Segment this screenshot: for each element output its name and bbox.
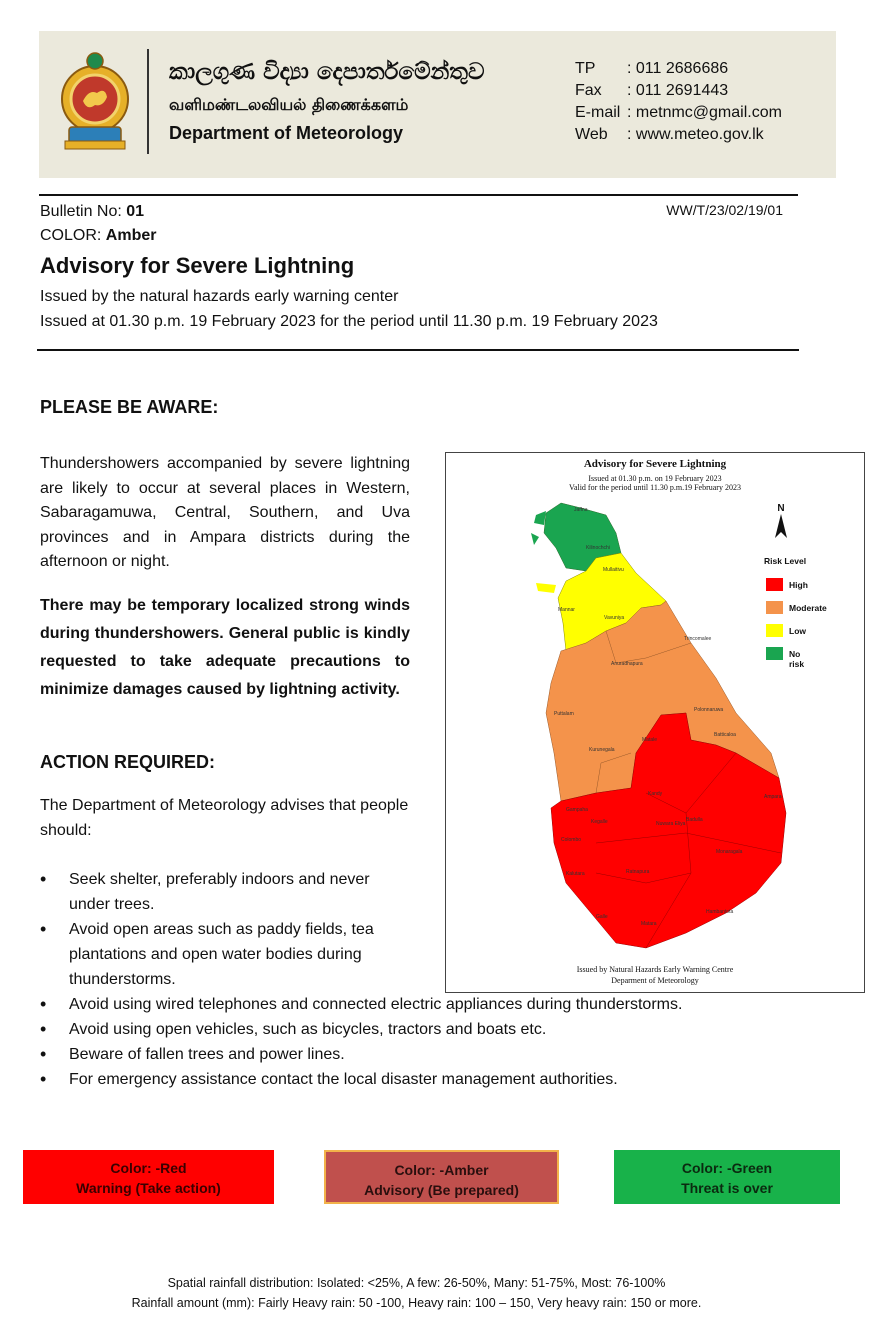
top-rule <box>39 194 798 196</box>
bottom-rule <box>37 349 799 351</box>
org-name-sinhala: කාලගුණ විද්‍යා දෙපාර්තමේන්තුව <box>169 59 485 85</box>
legend-item-low: Low <box>764 624 806 647</box>
advisory-title: Advisory for Severe Lightning <box>40 253 355 278</box>
contact-tp: TP : 011 2686686 <box>575 60 729 77</box>
district-label: Matara <box>641 921 657 927</box>
legend-swatch <box>766 601 783 614</box>
wind-warning-paragraph: There may be temporary localized strong winds during thundershowers. General public is kindly requested to take adequate precautions to minimize damages caused by lightning activity. <box>40 597 410 698</box>
north-arrow-icon <box>771 514 791 540</box>
map-valid: Valid for the period until 11.30 p.m.19 February 2023 <box>569 483 741 492</box>
map-footer-1: Issued by Natural Hazards Early Warning Centre <box>576 965 734 974</box>
list-item: • Avoid using wired telephones and connected electric appliances during thunderstorms. <box>40 992 682 1017</box>
contact-web: Web : www.meteo.gov.lk <box>575 126 764 143</box>
district-label: Colombo <box>561 837 582 843</box>
district-label: Badulla <box>686 817 703 823</box>
legend-swatch <box>766 578 783 591</box>
bulletin-meta: Bulletin No: 01 COLOR: Amber <box>40 203 157 244</box>
sri-lanka-map <box>446 453 864 992</box>
district-label: Kalutara <box>566 871 585 877</box>
bulletin-number: 01 <box>126 203 145 220</box>
list-item: • Avoid open areas such as paddy fields, tea plantations and open water bodies during thunderstorms. <box>40 917 429 992</box>
aware-heading: PLEASE BE AWARE: <box>40 397 219 417</box>
district-label: Jaffna <box>574 507 588 513</box>
north-arrow: N <box>771 503 791 543</box>
org-name-english: Department of Meteorology <box>169 123 404 143</box>
org-name-tamil: வளிமண்டலவியல் திணைக்களம் <box>169 95 409 114</box>
district-label: Kandy <box>648 791 663 797</box>
contact-email: E-mail : metnmc@gmail.com <box>575 104 782 121</box>
district-label: Ampara <box>764 794 782 800</box>
district-label: Hambantota <box>706 909 734 915</box>
rainfall-definitions: Spatial rainfall distribution: Isolated: <25%, A few: 26-50%, Many: 51-75%, Most: 76-100% Rainfall amount (mm): Fairly Heavy rain: 50 -100, Heavy rain: 100 – 150, Very heavy rain: 150 or more. <box>131 1276 702 1310</box>
legend-item-no-risk: No risk <box>764 647 806 670</box>
district-label: Galle <box>596 914 608 920</box>
legend-item-moderate: Moderate <box>764 601 806 624</box>
risk-map <box>445 452 865 993</box>
list-item: • Avoid using open vehicles, such as bicycles, tractors and boats etc. <box>40 1017 682 1042</box>
district-label: Polonnaruwa <box>694 707 724 713</box>
sri-lanka-emblem-icon <box>59 49 131 153</box>
district-label: Puttalam <box>554 711 574 717</box>
district-label: Mullaitivu <box>603 567 624 573</box>
list-item: • For emergency assistance contact the local disaster management authorities. <box>40 1067 682 1092</box>
district-label: Kurunegala <box>589 747 615 753</box>
district-label: Anuradhapura <box>611 661 643 667</box>
legend-title: Risk Level <box>764 556 807 566</box>
district-label: Nuwara Eliya <box>656 821 686 827</box>
bulletin-color: Amber <box>105 227 157 244</box>
bulletin-reference: WW/T/23/02/19/01 <box>666 202 783 218</box>
district-label: Kegalle <box>591 819 608 825</box>
district-label: Ratnapura <box>626 869 650 875</box>
header-divider <box>147 49 149 154</box>
list-item: • Seek shelter, preferably indoors and never under trees. <box>40 867 414 917</box>
legend-item-high: High <box>764 578 806 601</box>
district-label: Matale <box>642 737 658 743</box>
map-footer-2: Deparment of Meteorology <box>611 976 699 985</box>
list-item: • Beware of fallen trees and power lines. <box>40 1042 682 1067</box>
contact-details <box>575 58 782 146</box>
map-issued: Issued at 01.30 p.m. on 19 February 2023 <box>588 474 722 483</box>
district-label: Kilinochchi <box>586 545 610 551</box>
forecast-paragraph: Thundershowers accompanied by severe lightning are likely to occur at several places in Western, Sabaragamuwa, Central, Southern, and Uva provinces and in Ampara districts during the afternoon or night. <box>40 455 410 570</box>
contact-fax: Fax : 011 2691443 <box>575 82 729 99</box>
district-label: Gampaha <box>566 807 588 813</box>
color-code-green: Color: -Green Threat is over <box>614 1150 840 1204</box>
district-label: Trincomalee <box>684 636 712 642</box>
district-label: Monaragala <box>716 849 743 855</box>
map-legend <box>764 556 827 670</box>
color-code-red: Color: -Red Warning (Take action) <box>23 1150 274 1204</box>
legend-swatch <box>766 624 783 637</box>
advice-intro: The Department of Meteorology advises that people should: <box>40 797 409 839</box>
letterhead <box>39 31 836 178</box>
action-heading: ACTION REQUIRED: <box>40 752 215 772</box>
legend-swatch <box>766 647 783 660</box>
issued-info: Issued by the natural hazards early warning center Issued at 01.30 p.m. 19 February 2023 for the period until 11.30 p.m. 19 February 2023 <box>40 288 658 330</box>
map-title: Advisory for Severe Lightning <box>583 458 727 470</box>
district-label: Vavuniya <box>604 615 625 621</box>
district-label: Mannar <box>558 607 575 613</box>
district-label: Batticaloa <box>714 732 736 738</box>
color-code-amber: Color: -Amber Advisory (Be prepared) <box>324 1150 559 1204</box>
